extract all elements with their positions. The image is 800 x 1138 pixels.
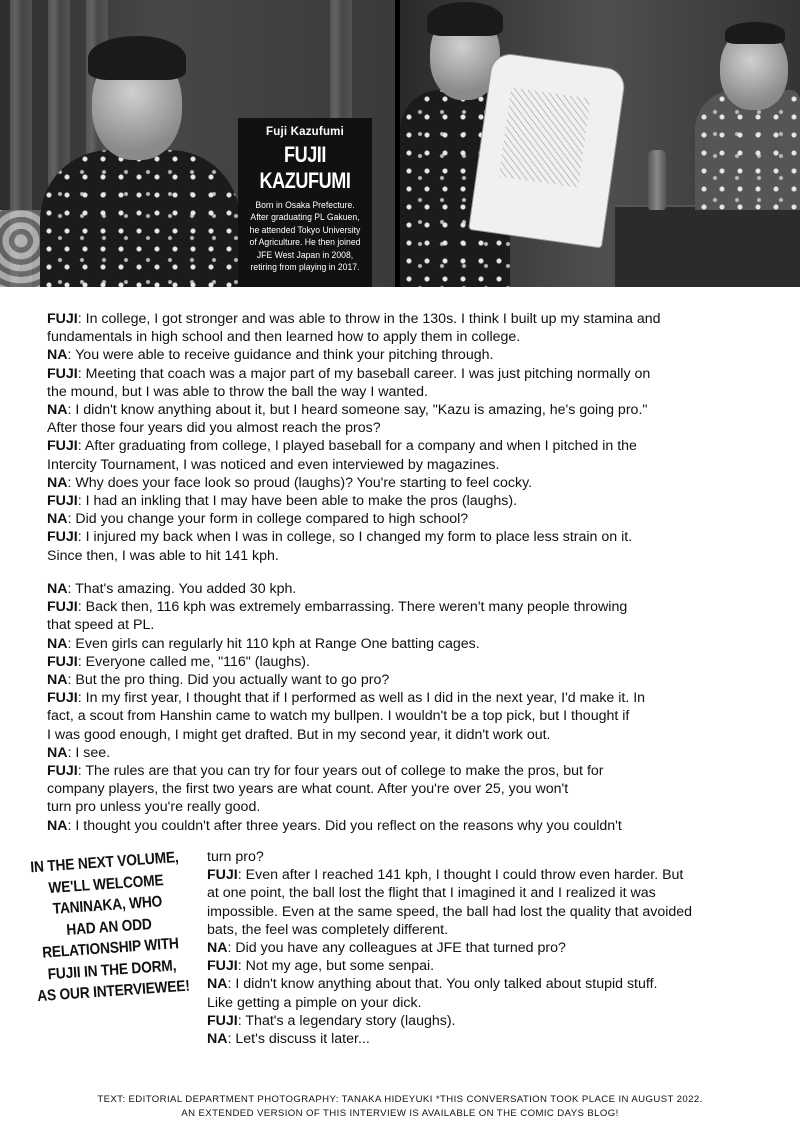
interview-block-2	[47, 580, 757, 835]
speaker-label: NA	[47, 581, 68, 597]
credits-line: AN EXTENDED VERSION OF THIS INTERVIEW IS AVAILABLE ON THE COMIC DAYS BLOG!	[181, 1108, 619, 1119]
interview-text: I see.	[75, 744, 111, 761]
interview-text: Even after I reached 141 kph, I thought I could throw even harder. But	[245, 867, 684, 884]
person-hair	[725, 22, 785, 44]
speaker-colon: :	[67, 474, 76, 491]
interview-text: impossible. Even at the same speed, the ball had lost the quality that avoided	[207, 903, 693, 920]
speaker-colon: :	[77, 529, 86, 546]
speaker-label: NA	[47, 744, 68, 761]
speaker-colon: :	[67, 511, 76, 528]
callout-line: WE'LL WELCOME	[47, 871, 164, 897]
interview-text: But the pro thing. Did you actually want to go pro?	[75, 672, 390, 689]
interview-text: company players, the first two years are what count. After you're over 25, you won't	[47, 781, 569, 798]
table	[615, 205, 800, 287]
profile-name-small: Fuji Kazufumi	[266, 126, 344, 138]
callout-line: TANINAKA, WHO	[52, 893, 163, 918]
callout-line: IN THE NEXT VOLUME,	[29, 849, 180, 877]
speaker-colon: :	[67, 672, 76, 689]
interview-line	[47, 419, 757, 437]
callout-line: AS OUR INTERVIEWEE!	[36, 977, 191, 1006]
speaker-label: FUJI	[47, 653, 78, 670]
interview-text: that speed at PL.	[47, 617, 155, 634]
person-hair	[427, 2, 503, 36]
interview-line	[47, 726, 757, 744]
interview-text: bats, the feel was completely different.	[207, 921, 449, 938]
interview-text: fact, a scout from Hanshin came to watch my bullpen. I wouldn't be a top pick, but I thought if	[47, 708, 630, 725]
interview-text: Since then, I was able to hit 141 kph.	[47, 547, 279, 564]
speaker-label: FUJI	[47, 311, 78, 327]
speaker-label: FUJI	[47, 365, 78, 382]
interview-text: at one point, the ball lost the flight that I imagined it and I realized it was	[207, 885, 656, 902]
interview-text: I didn't know anything about it, but I heard someone say, "Kazu is amazing, he's going pro."	[75, 402, 648, 419]
interview-text: Meeting that coach was a major part of my baseball career. I was just pitching normally on	[85, 365, 651, 382]
interview-text: Everyone called me, "116" (laughs).	[85, 653, 310, 670]
speaker-label: NA	[207, 1031, 228, 1048]
interview-text: I injured my back when I was in college, so I changed my form to place less strain on it.	[85, 529, 633, 546]
speaker-label: FUJI	[207, 958, 238, 975]
interview-text: turn pro unless you're really good.	[47, 799, 261, 816]
interview-text: In my first year, I thought that if I performed as well as I did in the next year, I'd make it. In	[85, 690, 646, 707]
speaker-label: NA	[207, 976, 228, 993]
interview-line	[47, 762, 757, 780]
speaker-label: FUJI	[47, 529, 78, 546]
interview-line	[47, 707, 757, 725]
speaker-label: FUJI	[207, 867, 238, 884]
profile-bio	[245, 200, 366, 274]
interview-line	[207, 975, 757, 993]
speaker-colon: :	[67, 635, 76, 652]
speaker-label: NA	[47, 635, 68, 652]
interview-text: After those four years did you almost reach the pros?	[47, 420, 381, 437]
speaker-label: NA	[47, 402, 68, 419]
tshirt-print	[499, 87, 591, 187]
speaker-label: NA	[47, 817, 68, 834]
interview-text: Not my age, but some senpai.	[245, 958, 435, 975]
bio-line: Born in Osaka Prefecture.	[255, 200, 355, 211]
interview-block-3	[207, 848, 757, 1048]
interview-text: You were able to receive guidance and think your pitching through.	[75, 347, 494, 364]
interview-text: I didn't know anything about that. You only talked about stupid stuff.	[235, 976, 658, 993]
interview-line	[47, 798, 757, 816]
interview-text: Why does your face look so proud (laughs)? You're starting to feel cocky.	[75, 474, 533, 491]
interview-line	[47, 653, 757, 671]
speaker-colon: :	[67, 817, 76, 834]
credits	[0, 1093, 800, 1121]
interview-line	[207, 957, 757, 975]
interview-text: That's amazing. You added 30 kph.	[75, 581, 297, 597]
speaker-colon: :	[227, 1031, 236, 1048]
next-volume-callout	[9, 846, 209, 1009]
interview-line	[207, 866, 757, 884]
interview-text: Let's discuss it later...	[235, 1031, 370, 1048]
speaker-colon: :	[237, 1012, 246, 1029]
speaker-label: FUJI	[47, 438, 78, 455]
interview-text: I thought you couldn't after three years. Did you reflect on the reasons why you couldn't	[75, 817, 622, 834]
callout-line: FUJII IN THE DORM,	[47, 956, 177, 983]
speaker-label: FUJI	[47, 763, 78, 780]
interview-text: After graduating from college, I played baseball for a company and when I pitched in the	[84, 438, 637, 455]
interview-line	[207, 1012, 757, 1030]
speaker-colon: :	[77, 763, 86, 780]
interview-line	[207, 884, 757, 902]
interview-line	[47, 474, 757, 492]
bio-line: After graduating PL Gakuen,	[250, 212, 360, 224]
interview-line	[47, 383, 757, 401]
interview-text: The rules are that you can try for four years out of college to make the pros, but for	[85, 763, 604, 780]
bio-line: of Agriculture. He then joined	[249, 237, 361, 249]
interview-text: fundamentals in high school and then learned how to apply them in college.	[47, 329, 521, 346]
interview-line	[47, 598, 757, 616]
speaker-colon: :	[77, 690, 86, 707]
speaker-colon: :	[67, 581, 76, 597]
interview-text: That's a legendary story (laughs).	[245, 1012, 456, 1029]
interview-line	[47, 437, 757, 455]
interview-text: I was good enough, I might get drafted. But in my second year, it didn't work out.	[47, 726, 551, 743]
interview-text: Intercity Tournament, I was noticed and even interviewed by magazines.	[47, 456, 500, 473]
profile-name-big: FUJII KAZUFUMI	[259, 142, 351, 193]
interview-line	[47, 744, 757, 762]
speaker-colon: :	[227, 976, 236, 993]
bio-line: retiring from playing in 2017.	[250, 262, 360, 274]
interview-line	[47, 671, 757, 689]
callout-line: HAD AN ODD	[65, 915, 153, 939]
interview-line	[207, 1030, 757, 1048]
speaker-colon: :	[77, 653, 86, 670]
interview-line	[47, 510, 757, 528]
interview-line	[207, 939, 757, 957]
interview-line	[47, 328, 757, 346]
speaker-colon: :	[67, 744, 76, 761]
interview-line	[47, 635, 757, 653]
interview-text: the mound, but I was able to throw the ball the way I wanted.	[47, 383, 428, 400]
interview-line	[47, 547, 757, 565]
interview-text: I had an inkling that I may have been able to make the pros (laughs).	[85, 493, 518, 510]
interview-line	[47, 580, 757, 598]
interview-line	[47, 616, 757, 634]
interview-line	[47, 492, 757, 510]
interview-text: Like getting a pimple on your dick.	[207, 994, 422, 1011]
speaker-label: FUJI	[207, 1012, 238, 1029]
speaker-colon: :	[237, 867, 246, 884]
photo-strip	[0, 0, 800, 287]
person-hair	[88, 36, 186, 80]
credits-line: TEXT: EDITORIAL DEPARTMENT PHOTOGRAPHY: TANAKA HIDEYUKI *THIS CONVERSATION TOOK PLACE IN AUGUST 2022.	[97, 1094, 703, 1105]
patterned-shirt	[40, 150, 240, 287]
interview-line	[47, 401, 757, 419]
interview-line	[47, 456, 757, 474]
profile-caption	[238, 118, 372, 287]
interview-line	[47, 365, 757, 383]
interview-line	[47, 528, 757, 546]
tshirt-photo	[400, 0, 800, 287]
interview-text: Even girls can regularly hit 110 kph at Range One batting cages.	[75, 635, 480, 652]
speaker-label: NA	[47, 511, 68, 528]
speaker-colon: :	[77, 311, 86, 327]
white-tshirt	[468, 51, 627, 248]
interview-text: Did you change your form in college compared to high school?	[75, 511, 469, 528]
speaker-label: FUJI	[47, 599, 78, 616]
interview-text: In college, I got stronger and was able to throw in the 130s. I think I built up my stamina and	[85, 311, 661, 327]
speaker-label: NA	[47, 672, 68, 689]
interview-text: Did you have any colleagues at JFE that turned pro?	[235, 940, 566, 957]
speaker-colon: :	[67, 402, 76, 419]
speaker-colon: :	[77, 599, 86, 616]
speaker-colon: :	[227, 940, 236, 957]
interview-line	[47, 310, 757, 328]
speaker-label: NA	[47, 347, 68, 364]
speaker-colon: :	[77, 438, 85, 455]
interview-line	[207, 848, 757, 866]
interview-block-1	[47, 310, 757, 565]
interview-line	[47, 346, 757, 364]
interview-line	[207, 994, 757, 1012]
speaker-colon: :	[67, 347, 76, 364]
speaker-colon: :	[77, 365, 86, 382]
speaker-label: FUJI	[47, 690, 78, 707]
interview-line	[47, 780, 757, 798]
interview-line	[47, 689, 757, 707]
interview-line	[207, 921, 757, 939]
interview-text: Back then, 116 kph was extremely embarrassing. There weren't many people throwing	[85, 599, 628, 616]
interview-text: turn pro?	[207, 849, 264, 865]
interview-line	[207, 903, 757, 921]
interview-line	[47, 817, 757, 835]
callout-line: RELATIONSHIP WITH	[41, 935, 180, 962]
speaker-label: NA	[207, 940, 228, 957]
speaker-label: FUJI	[47, 493, 78, 510]
bio-line: JFE West Japan in 2008,	[256, 249, 354, 261]
bio-line: he attended Tokyo University	[249, 224, 361, 236]
speaker-colon: :	[77, 493, 86, 510]
bottle	[648, 150, 666, 210]
speaker-label: NA	[47, 474, 68, 491]
speaker-colon: :	[237, 958, 246, 975]
